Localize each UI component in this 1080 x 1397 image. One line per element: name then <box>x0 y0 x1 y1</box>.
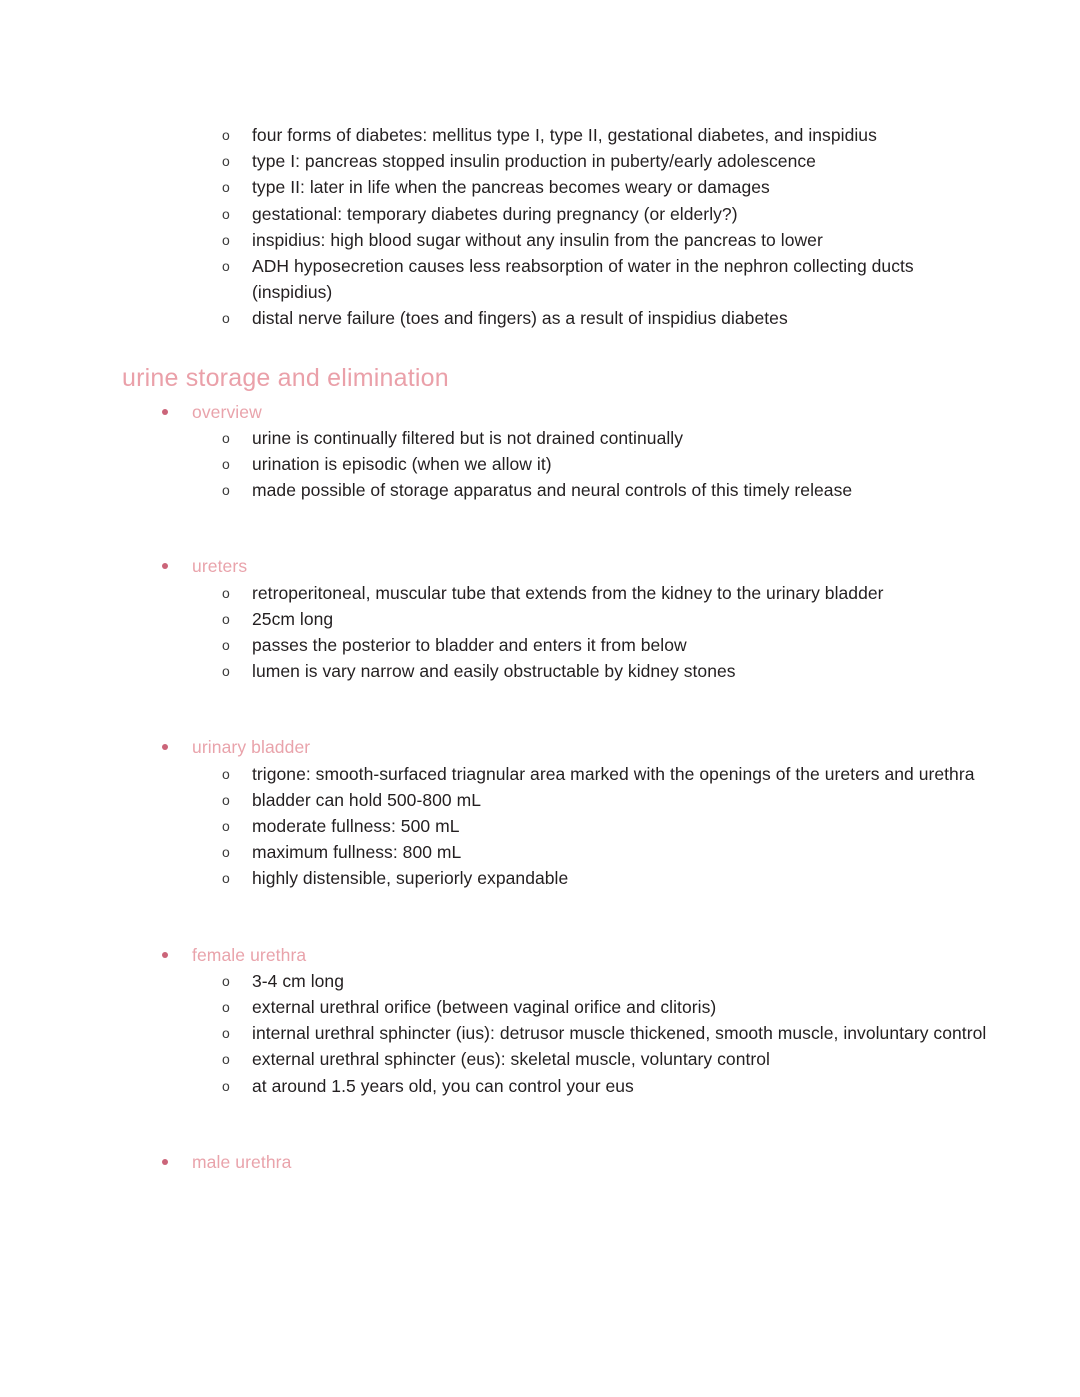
list-item-text: internal urethral sphincter (ius): detrusor muscle thickened, smooth muscle, involuntary control <box>252 1023 987 1044</box>
group-spacer <box>122 892 990 942</box>
bullet-group-label <box>122 942 990 968</box>
sub-list <box>184 761 990 892</box>
group-spacer <box>122 684 990 734</box>
list-item <box>122 201 990 227</box>
list-item-text: made possible of storage apparatus and neural controls of this timely release <box>252 480 853 501</box>
bullet-group-label-text: male urethra <box>192 1151 292 1172</box>
round-bullet-icon <box>162 563 168 569</box>
list-item <box>184 606 990 632</box>
list-item <box>122 305 990 331</box>
bullet-group-urinary-bladder <box>122 734 990 891</box>
list-item <box>184 451 990 477</box>
bullet-group-label <box>122 1149 990 1175</box>
list-item <box>184 477 990 503</box>
list-item <box>184 580 990 606</box>
group-spacer <box>122 503 990 553</box>
list-item <box>122 227 990 253</box>
bullet-group-label-text: urinary bladder <box>192 737 311 758</box>
round-bullet-icon <box>162 1159 168 1165</box>
list-item-text: highly distensible, superiorly expandable <box>252 868 569 889</box>
circle-bullet-icon: o <box>222 818 230 835</box>
list-item <box>122 253 990 305</box>
circle-bullet-icon: o <box>222 584 230 601</box>
list-item-text: inspidius: high blood sugar without any insulin from the pancreas to lower <box>252 229 823 250</box>
list-item-text: urine is continually filtered but is not drained continually <box>252 427 684 448</box>
list-item <box>184 1073 990 1099</box>
bullet-group-label-text: ureters <box>192 556 248 577</box>
list-item <box>184 839 990 865</box>
list-item-text: 25cm long <box>252 608 334 629</box>
list-item-text: at around 1.5 years old, you can control your eus <box>252 1075 634 1096</box>
bullet-group-overview <box>122 399 990 504</box>
list-item-text: maximum fullness: 800 mL <box>252 842 462 863</box>
list-item <box>122 122 990 148</box>
bullet-group-label <box>122 553 990 579</box>
circle-bullet-icon: o <box>222 231 230 248</box>
list-item-text: lumen is vary narrow and easily obstructable by kidney stones <box>252 661 736 682</box>
circle-bullet-icon: o <box>222 205 230 222</box>
circle-bullet-icon: o <box>222 482 230 499</box>
circle-bullet-icon: o <box>222 258 230 275</box>
circle-bullet-icon: o <box>222 663 230 680</box>
bullet-group-label <box>122 399 990 425</box>
list-item-text: type I: pancreas stopped insulin production in puberty/early adolescence <box>252 151 816 172</box>
bullet-group-label <box>122 734 990 760</box>
list-item-text: type II: later in life when the pancreas becomes weary or damages <box>252 177 770 198</box>
circle-bullet-icon: o <box>222 870 230 887</box>
circle-bullet-icon: o <box>222 791 230 808</box>
sub-list <box>184 968 990 1099</box>
bullet-groups <box>122 399 990 1175</box>
group-spacer <box>122 1099 990 1149</box>
bullet-group-ureters <box>122 553 990 684</box>
circle-bullet-icon: o <box>222 429 230 446</box>
list-item <box>184 813 990 839</box>
list-item <box>184 1020 990 1046</box>
list-item-text: 3-4 cm long <box>252 970 344 991</box>
list-item-text: four forms of diabetes: mellitus type I, type II, gestational diabetes, and inspidius <box>252 125 877 145</box>
list-item-text: retroperitoneal, muscular tube that extends from the kidney to the urinary bladder <box>252 582 884 603</box>
circle-bullet-icon: o <box>222 1051 230 1068</box>
list-item-text: ADH hyposecretion causes less reabsorption of water in the nephron collecting ducts (inspidius) <box>252 256 914 303</box>
circle-bullet-icon: o <box>222 765 230 782</box>
list-item-text: bladder can hold 500-800 mL <box>252 789 482 810</box>
sub-list <box>184 425 990 504</box>
list-item <box>184 865 990 891</box>
list-item <box>184 632 990 658</box>
round-bullet-icon <box>162 409 168 415</box>
circle-bullet-icon: o <box>222 972 230 989</box>
list-item <box>184 968 990 994</box>
circle-bullet-icon: o <box>222 637 230 654</box>
circle-bullet-icon: o <box>222 310 230 327</box>
list-item-text: external urethral orifice (between vaginal orifice and clitoris) <box>252 997 717 1018</box>
circle-bullet-icon: o <box>222 153 230 170</box>
circle-bullet-icon: o <box>222 1077 230 1094</box>
bullet-group-label-text: female urethra <box>192 944 307 965</box>
list-item <box>184 425 990 451</box>
circle-bullet-icon: o <box>222 844 230 861</box>
list-item <box>184 1046 990 1072</box>
list-item-text: passes the posterior to bladder and enters it from below <box>252 635 687 656</box>
list-item <box>184 658 990 684</box>
circle-bullet-icon: o <box>222 456 230 473</box>
round-bullet-icon <box>162 952 168 958</box>
list-item-text: gestational: temporary diabetes during pregnancy (or elderly?) <box>252 203 738 224</box>
list-item <box>184 994 990 1020</box>
sub-list <box>184 580 990 685</box>
bullet-group-male-urethra <box>122 1149 990 1175</box>
circle-bullet-icon: o <box>222 999 230 1016</box>
list-item <box>184 787 990 813</box>
bullet-group-label-text: overview <box>192 401 262 422</box>
circle-bullet-icon: o <box>222 179 230 196</box>
intro-list <box>122 122 990 332</box>
list-item <box>122 148 990 174</box>
list-item-text: trigone: smooth-surfaced triagnular area marked with the openings of the ureters and urethra <box>252 763 975 784</box>
list-item-text: urination is episodic (when we allow it) <box>252 454 552 475</box>
list-item <box>122 174 990 200</box>
circle-bullet-icon: o <box>222 610 230 627</box>
list-item-text: external urethral sphincter (eus): skeletal muscle, voluntary control <box>252 1049 770 1070</box>
bullet-group-female-urethra <box>122 942 990 1099</box>
list-item <box>184 761 990 787</box>
list-item-text: moderate fullness: 500 mL <box>252 816 460 837</box>
circle-bullet-icon: o <box>222 1025 230 1042</box>
page-title: urine storage and elimination <box>122 363 449 392</box>
list-item-text: distal nerve failure (toes and fingers) as a result of inspidius diabetes <box>252 308 788 329</box>
circle-bullet-icon: o <box>222 127 230 143</box>
round-bullet-icon <box>162 744 168 750</box>
